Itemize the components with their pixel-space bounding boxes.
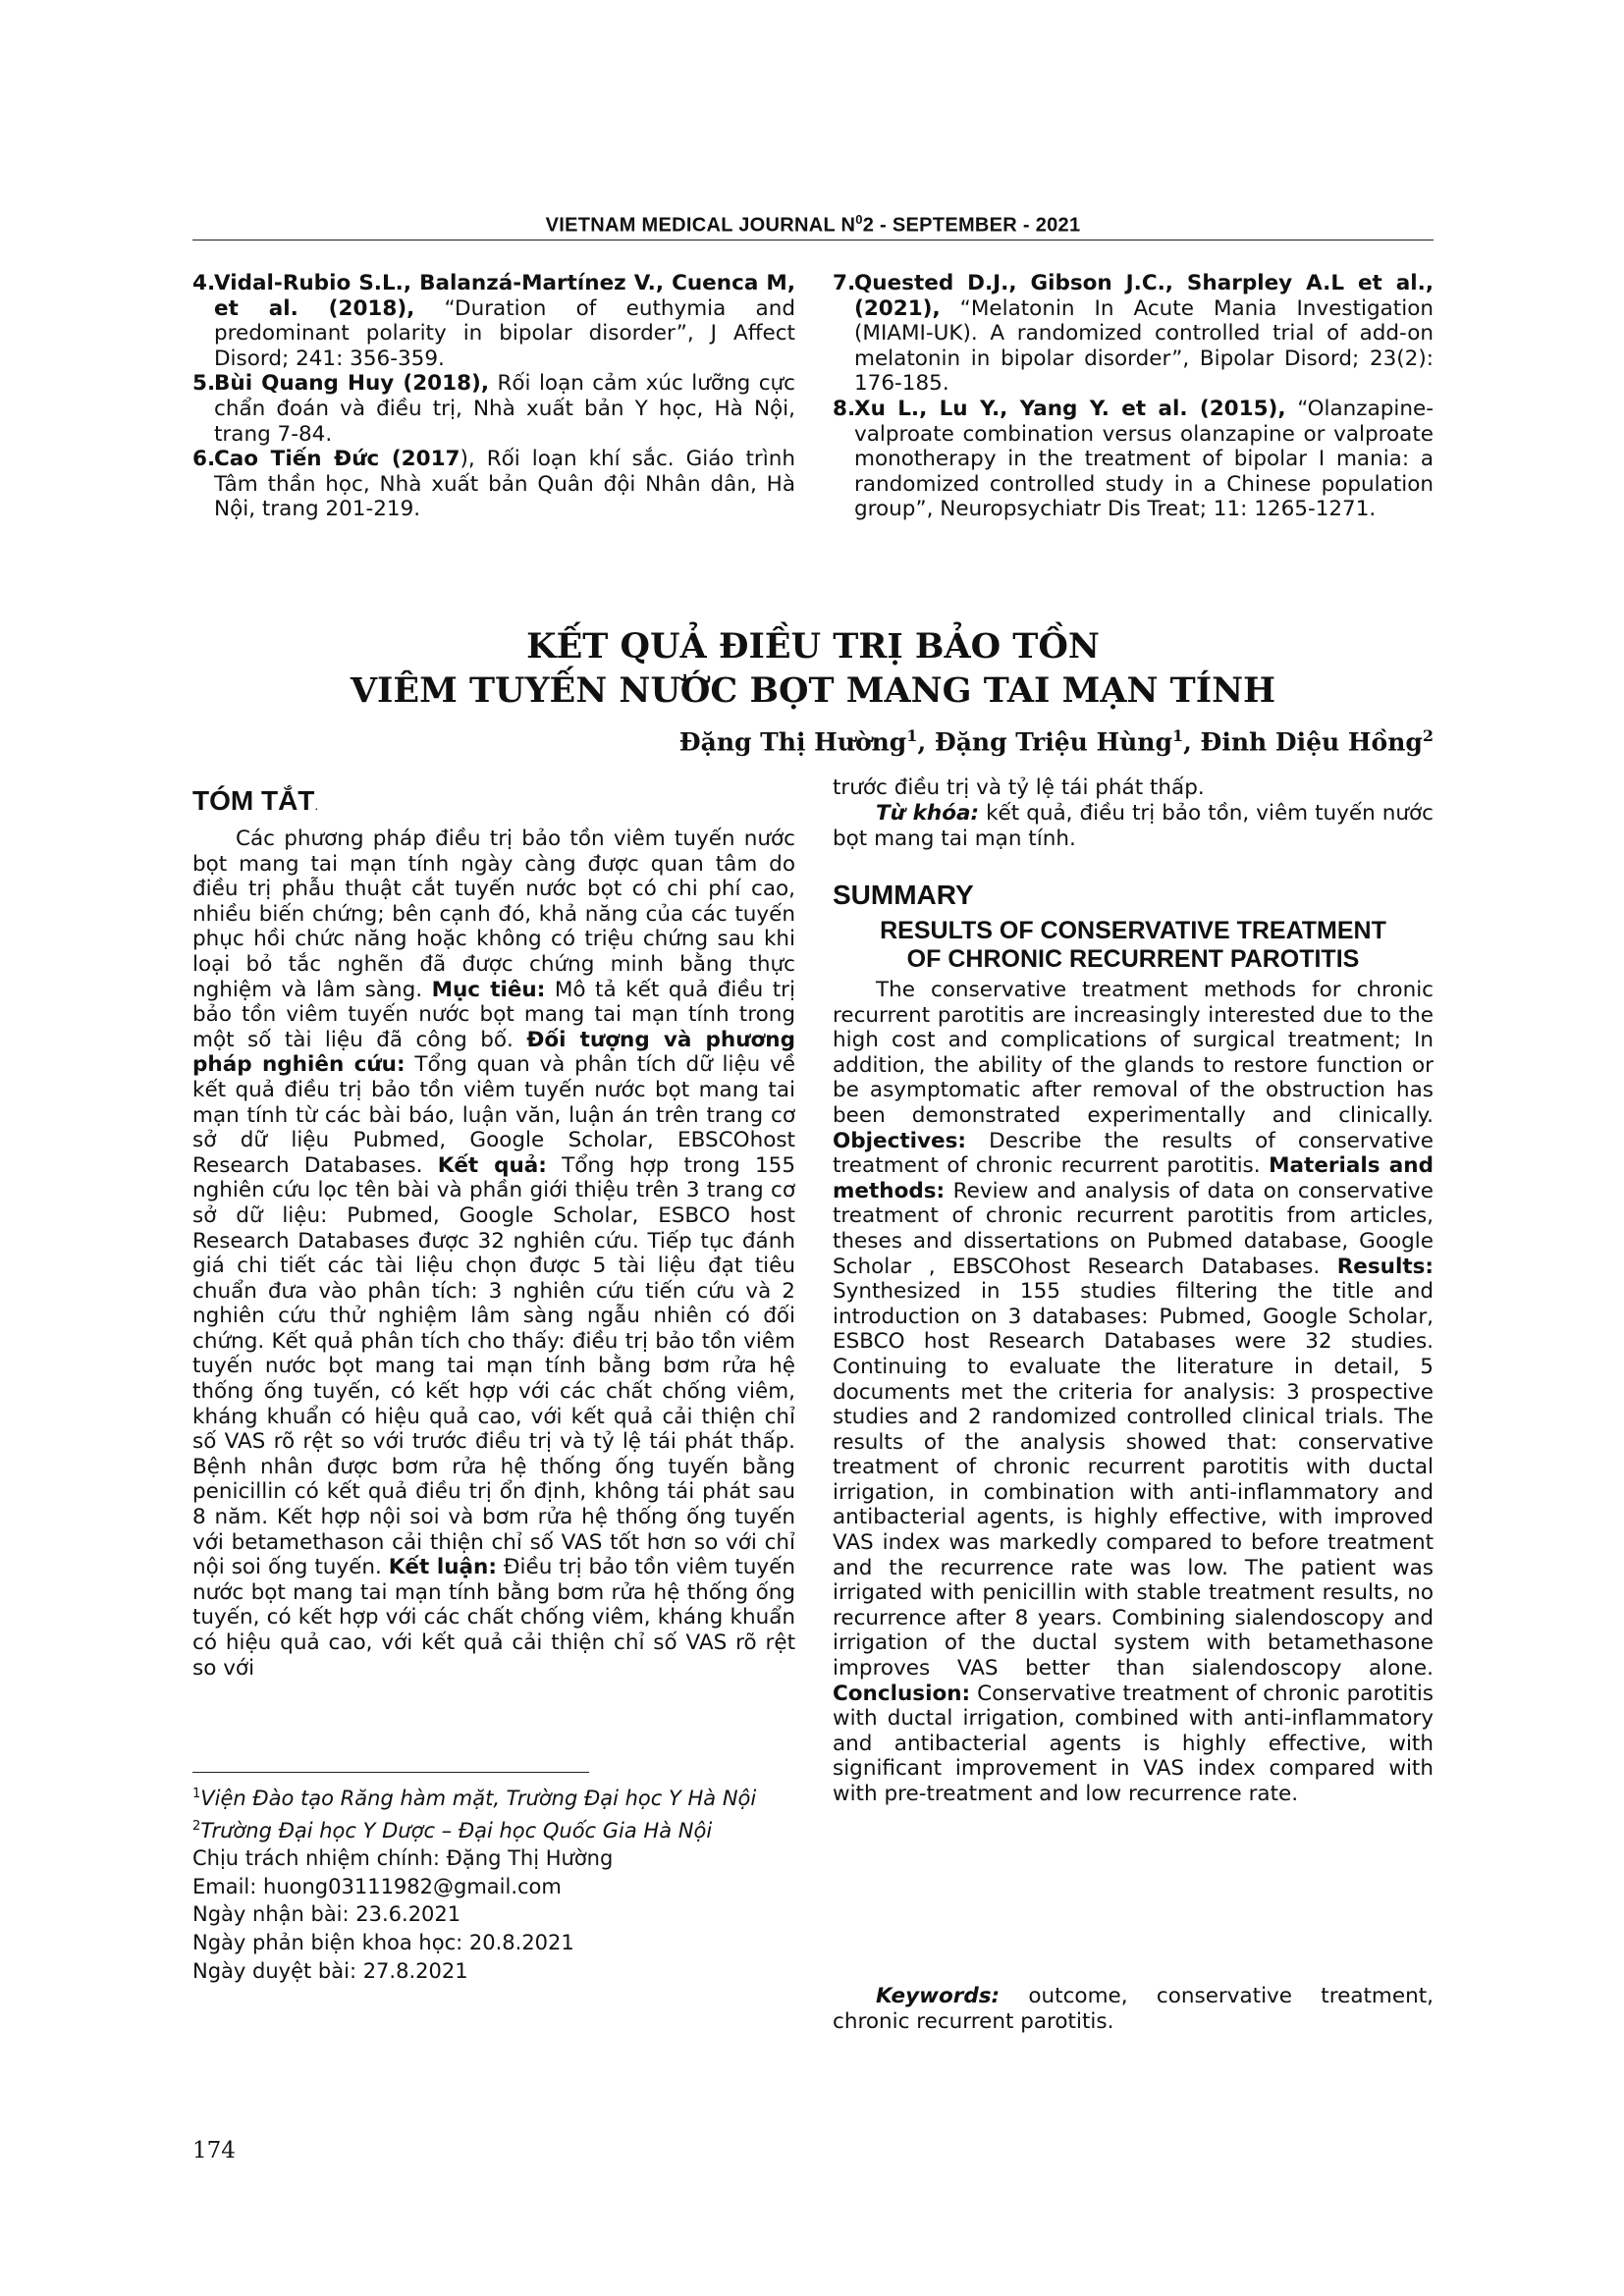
abstract-vn-intro: Các phương pháp điều trị bảo tồn viêm tuyến nước bọt mang tai mạn tính ngày càng được quan tâm do điều trị phẫu thuật cắt tuyến nước bọt có chi phí cao, nhiều biến chứng; bên cạnh đó, khả năng của các tuyến phục hồi chức năng hoặc không có triệu chứng sau khi loại bỏ tắc nghẽn đã được chứng minh bằng thực nghiệm và lâm sàng. (192, 827, 795, 1002)
summary-results: Synthesized in 155 studies filtering the title and introduction on 3 databases: Pubmed, Google Scholar, ESBCO host Research Databases were 32 studies. Continuing to evaluate the literature in detail, 5 documents met the criteria for analysis: 3 prospective studies and 2 randomized controlled clinical trials. The results of the analysis showed that: conservative treatment of chronic recurrent parotitis with ductal irrigation, in combination with anti-inflammatory and antibacterial agents, is highly effective, with improved VAS index was markedly compared to before treatment and the recurrence rate was low. The patient was irrigated with penicillin with stable treatment results, no recurrence after 8 years. Combining sialendoscopy and irrigation of the ductal system with betamethasone improves VAS better than sialendoscopy alone. (833, 1279, 1434, 1682)
reference-number: 6. (192, 447, 216, 472)
author-list (679, 726, 1434, 756)
affiliation-1 (192, 1781, 795, 1813)
summary-title-line1: RESULTS OF CONSERVATIVE TREATMENT (880, 917, 1386, 944)
keywords-en (833, 1984, 1434, 2034)
responsible-author: Chịu trách nhiệm chính: Đặng Thị Hường (192, 1846, 614, 1871)
affiliation-2-text: Trường Đại học Y Dược – Đại học Quốc Gia Hà Nội (200, 1818, 713, 1842)
keywords-vn (833, 801, 1434, 851)
author-separator: , (917, 727, 935, 757)
author-affiliation-mark: 1 (906, 726, 918, 745)
page-number: 174 (192, 2138, 236, 2163)
abstract-vn-body (192, 827, 795, 1681)
author-affiliation-mark: 2 (1422, 726, 1434, 745)
running-head-text: VIETNAM MEDICAL JOURNAL N (545, 214, 856, 237)
summary-methods-label: Materials and methods: (833, 1153, 1434, 1203)
summary-objective: Describe the results of conservative treatment of chronic recurrent parotitis. (833, 1128, 1434, 1179)
reference-text: Rối loạn cảm xúc lưỡng cực chẩn đoán và điều trị, Nhà xuất bản Y học, Hà Nội, trang 7-84. (214, 371, 795, 447)
abstract-vn-conclusion-label: Kết luận: (388, 1555, 497, 1580)
abstract-vn-methods-label: Đối tượng và phương pháp nghiên cứu: (192, 1027, 796, 1078)
summary-conclusion-label: Conclusion: (833, 1681, 971, 1706)
contact-email[interactable]: Email: huong03111982@gmail.com (192, 1874, 562, 1898)
author-name: Đặng Thị Hường (678, 727, 907, 757)
abstract-heading-mark: . (314, 797, 319, 813)
author-separator: , (1183, 727, 1201, 757)
reference-item (192, 271, 795, 371)
reference-text: “Duration of euthymia and predominant polarity in bipolar disorder”, J Affect Disord; 241: 356-359. (214, 295, 795, 371)
reference-number: 4. (192, 271, 216, 295)
keywords-vn-label: Từ khóa: (876, 801, 980, 826)
abstract-heading-vn-text: TÓM TẮT (192, 785, 315, 816)
article-title (192, 624, 1434, 713)
abstract-heading-vn (192, 785, 318, 817)
summary-body (833, 978, 1434, 1807)
summary-intro: The conservative treatment methods for chronic recurrent parotitis are increasingly interested due to the high cost and complications of surgical treatment; In addition, the ability of the glands to restore function or be asymptomatic after removal of the obstruction has been demonstrated experimentally and clinically. (833, 978, 1434, 1128)
abstract-vn-results: Tổng hợp trong 155 nghiên cứu lọc tên bài và phần giới thiệu trên 3 trang cơ sở dữ liệu: Pubmed, Google Scholar, ESBCO host Research Databases được 32 nghiên cứu. Tiếp tục đánh giá chi tiết các tài liệu chọn được 5 tài liệu đạt tiêu chuẩn đưa vào phân tích: 3 nghiên cứu tiến cứu và 2 nghiên cứu thử nghiệm lâm sàng ngẫu nhiên có đối chứng. Kết quả phân tích cho thấy: điều trị bảo tồn viêm tuyến nước bọt mang tai mạn tính bằng bơm rửa hệ thống ống tuyến, có kết hợp với các chất chống viêm, kháng khuẩn có hiệu quả cao, với kết quả cải thiện chỉ số VAS rõ rệt so với trước điều trị và tỷ lệ tái phát thấp. Bệnh nhân được bơm rửa hệ thống ống tuyến bằng penicillin có kết quả điều trị ổn định, không tái phát sau 8 năm. Kết hợp nội soi và bơm rửa hệ thống ống tuyến với betamethason cải thiện chỉ số VAS tốt hơn so với chỉ nội soi ống tuyến. (192, 1152, 796, 1580)
summary-methods: Review and analysis of data on conservative treatment of chronic recurrent parotitis from articles, theses and dissertations on Pubmed database, Google Scholar , EBSCOhost Research Databases. (833, 1178, 1434, 1279)
reference-authors: Vidal-Rubio S.L., Balanzá-Martínez V., Cuenca M, et al. (2018), (214, 271, 795, 321)
reference-text: “Melatonin In Acute Mania Investigation (MIAMI-UK). A randomized controlled trial of add-on melatonin in bipolar disorder”, Bipolar Disord; 23(2): 176-185. (854, 295, 1434, 397)
reference-text: “Olanzapine-valproate combination versus olanzapine or valproate monotherapy in the treatment of bipolar I mania: a randomized controlled study in a Chinese population group”, Neuropsychiatr Dis Treat; 11: 1265-1271. (854, 396, 1434, 522)
summary-title (833, 917, 1434, 974)
abstract-vn-results-label: Kết quả: (437, 1152, 547, 1178)
reference-item (192, 371, 795, 447)
affiliation-1-text: Viện Đào tạo Răng hàm mặt, Trường Đại học Y Hà Nội (200, 1787, 757, 1810)
affiliation-1-mark: 1 (192, 1787, 201, 1801)
date-accepted: Ngày duyệt bài: 27.8.2021 (192, 1958, 468, 1983)
reference-authors: Cao Tiến Đức (2017 (214, 447, 460, 472)
reference-text: ), Rối loạn khí sắc. Giáo trình Tâm thần học, Nhà xuất bản Quân đội Nhân dân, Hà Nội, trang 201-219. (214, 447, 796, 522)
article-title-line2: VIÊM TUYẾN NƯỚC BỌT MANG TAI MẠN TÍNH (350, 670, 1276, 711)
abstract-vn-objective: Mô tả kết quả điều trị bảo tồn viêm tuyến nước bọt mang tai mạn tính trong một số tài liệu đã công bố. (192, 977, 795, 1052)
summary-heading: SUMMARY (833, 880, 974, 910)
reference-number: 5. (192, 371, 216, 397)
author-affiliation-mark: 1 (1171, 726, 1184, 745)
date-received: Ngày nhận bài: 23.6.2021 (192, 1902, 461, 1927)
date-reviewed: Ngày phản biện khoa học: 20.8.2021 (192, 1930, 574, 1954)
abstract-vn-conclusion: Điều trị bảo tồn viêm tuyến nước bọt mang tai mạn tính bằng bơm rửa hệ thống ống tuyến, có kết hợp với các chất chống viêm, kháng khuẩn có hiệu quả cao, với kết quả cải thiện chỉ số VAS rõ rệt so với (192, 1555, 795, 1681)
reference-number: 8. (833, 396, 856, 421)
footnotes (192, 1781, 795, 1985)
abstract-vn-methods: Tổng quan và phân tích dữ liệu về kết quả điều trị bảo tồn viêm tuyến nước bọt mang tai mạn tính từ các bài báo, luận văn, luận án trên trang cơ sở dữ liệu Pubmed, Google Scholar, EBSCOhost Research Databases. (192, 1052, 795, 1178)
reference-item (833, 397, 1434, 522)
references-right (833, 271, 1434, 522)
reference-authors: Xu L., Lu Y., Yang Y. et al. (2015), (854, 396, 1286, 421)
summary-title-line2: OF CHRONIC RECURRENT PAROTITIS (906, 945, 1360, 973)
affiliation-2 (192, 1813, 795, 1845)
running-head-date: 2 - SEPTEMBER - 2021 (862, 214, 1081, 237)
affiliation-2-mark: 2 (192, 1818, 201, 1834)
keywords-vn-text: kết quả, điều trị bảo tồn, viêm tuyến nước bọt mang tai mạn tính. (833, 801, 1434, 851)
running-head-sup: 0 (855, 212, 863, 227)
summary-objective-label: Objectives: (833, 1128, 967, 1153)
keywords-en-text: outcome, conservative treatment, chronic recurrent parotitis. (833, 1984, 1434, 2034)
reference-authors: Bùi Quang Huy (2018), (214, 371, 490, 397)
keywords-en-label: Keywords: (876, 1984, 1001, 2008)
reference-number: 7. (833, 271, 856, 295)
running-head (192, 212, 1434, 238)
author-name: Đặng Triệu Hùng (934, 727, 1172, 757)
article-title-line1: KẾT QUẢ ĐIỀU TRỊ BẢO TỒN (526, 626, 1100, 667)
reference-authors: Quested D.J., Gibson J.C., Sharpley A.L et al., (2021), (854, 271, 1434, 321)
footnote-rule (192, 1772, 589, 1773)
references-left (192, 271, 795, 522)
summary-results-label: Results: (1336, 1254, 1434, 1279)
abstract-vn-continuation: trước điều trị và tỷ lệ tái phát thấp. (833, 775, 1205, 800)
reference-item (192, 447, 795, 522)
author-name: Đinh Diệu Hồng (1200, 727, 1423, 757)
summary-conclusion: Conservative treatment of chronic parotitis with ductal irrigation, combined with anti-inflammatory and antibacterial agents is highly effective, with significant improvement in VAS index compared with with pre-treatment and low recurrence rate. (833, 1681, 1434, 1806)
reference-item (833, 271, 1434, 397)
abstract-vn-objective-label: Mục tiêu: (431, 977, 546, 1002)
